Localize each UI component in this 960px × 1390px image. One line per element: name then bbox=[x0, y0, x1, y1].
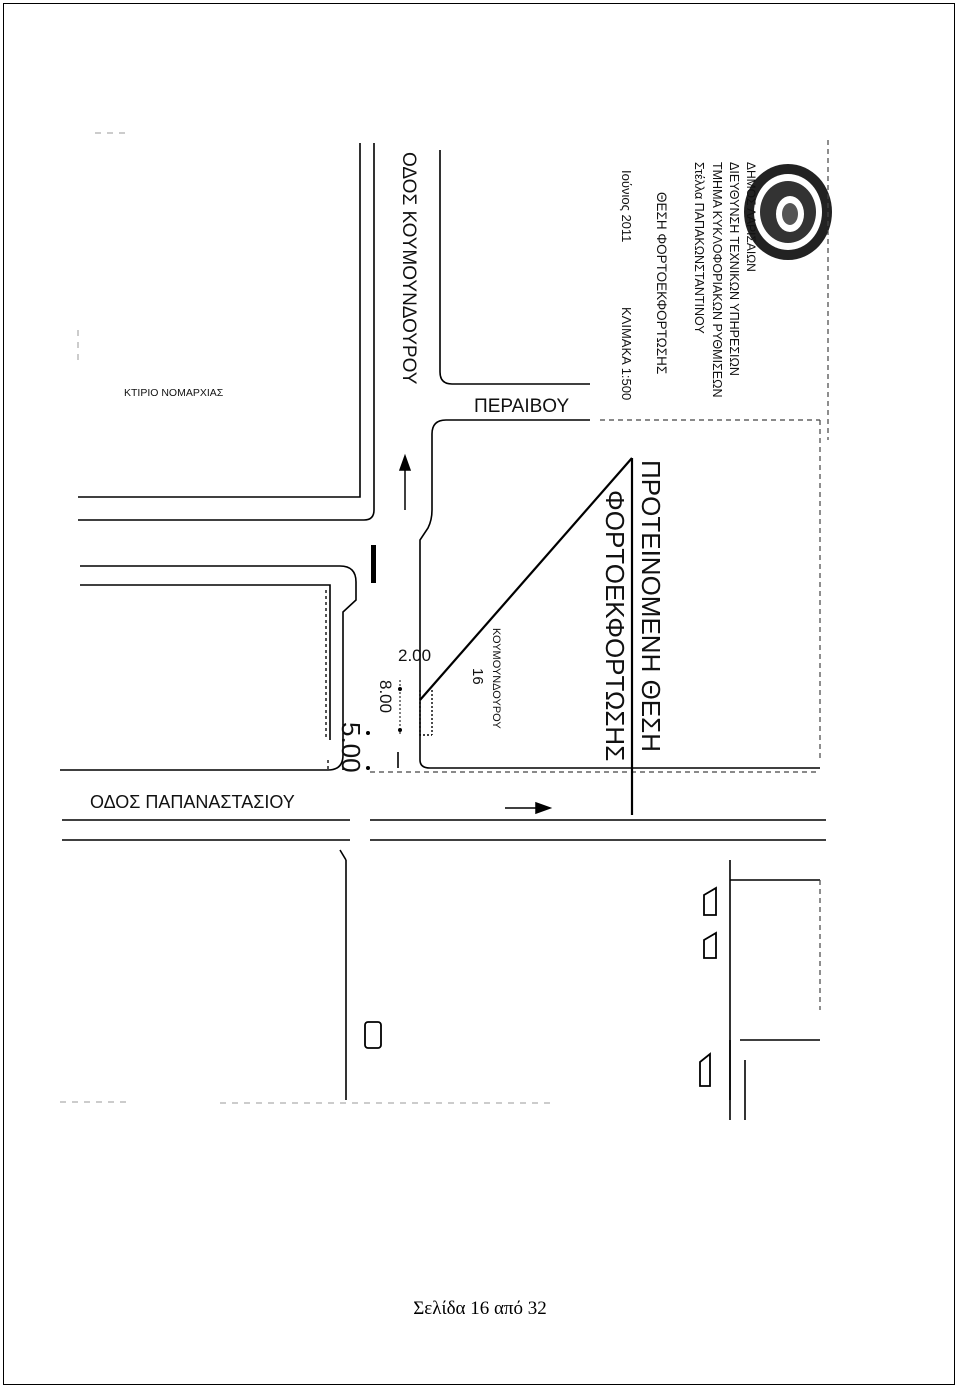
dimension-length: 8.00 bbox=[376, 680, 395, 714]
plan-date: Ιούνιος 2011 bbox=[619, 170, 634, 243]
directorate-name: ΔΙΕΥΘΥΝΣΗ ΤΕΧΝΙΚΩΝ ΥΠΗΡΕΣΙΩΝ bbox=[727, 162, 741, 376]
proposal-label-line1: ΠΡΟΤΕΙΝΟΜΕΝΗ ΘΕΣΗ bbox=[636, 460, 666, 752]
eastbound-arrow-head bbox=[536, 803, 550, 813]
kiosk-symbols bbox=[365, 888, 716, 1086]
street-label-peraivou: ΠΕΡΑΙΒΟΥ bbox=[474, 396, 570, 417]
scan-edge-marks bbox=[60, 133, 550, 1103]
street-label-koumoundourou: ΟΔΟΣ ΚΟΥΜΟΥΝΔΟΥΡΟΥ bbox=[398, 152, 419, 385]
dimension-width: 2.00 bbox=[398, 646, 432, 665]
building-label-nomarchia: ΚΤΙΡΙΟ ΝΟΜΑΡΧΙΑΣ bbox=[124, 387, 224, 399]
stop-bar bbox=[371, 545, 376, 583]
department-name: ΤΜΗΜΑ ΚΥΚΛΟΦΟΡΙΑΚΩΝ ΡΥΘΜΙΣΕΩΝ bbox=[710, 162, 724, 398]
plan-scale: ΚΛΙΜΑΚΑ 1:500 bbox=[619, 307, 634, 401]
proposal-label-line2: ΦΟΡΤΟΕΚΦΟΡΤΩΣΗΣ bbox=[600, 490, 630, 762]
northbound-arrow-head bbox=[400, 456, 410, 470]
wall-hatching bbox=[326, 590, 328, 770]
address-number: 16 bbox=[469, 668, 486, 685]
page-footer: Σελίδα 16 από 32 bbox=[413, 1298, 547, 1319]
plan-subject: ΘΕΣΗ ΦΟΡΤΟΕΚΦΟΡΤΩΣΗΣ bbox=[654, 192, 669, 375]
municipality-name: ΔΗΜΟΣ ΛΑΡΙΣΑΙΩΝ bbox=[744, 162, 758, 272]
address-street: ΚΟΥΜΟΥΝΔΟΥΡΟΥ bbox=[490, 628, 502, 729]
author-name: Στέλλα ΠΑΠΑΚΩΝΣΤΑΝΤΙΝΟΥ bbox=[692, 162, 706, 334]
title-block bbox=[619, 162, 758, 400]
street-label-papanastasiou: ΟΔΟΣ ΠΑΠΑΝΑΣΤΑΣΙΟΥ bbox=[90, 792, 295, 812]
dimension-offset: 5.00 bbox=[336, 722, 366, 773]
